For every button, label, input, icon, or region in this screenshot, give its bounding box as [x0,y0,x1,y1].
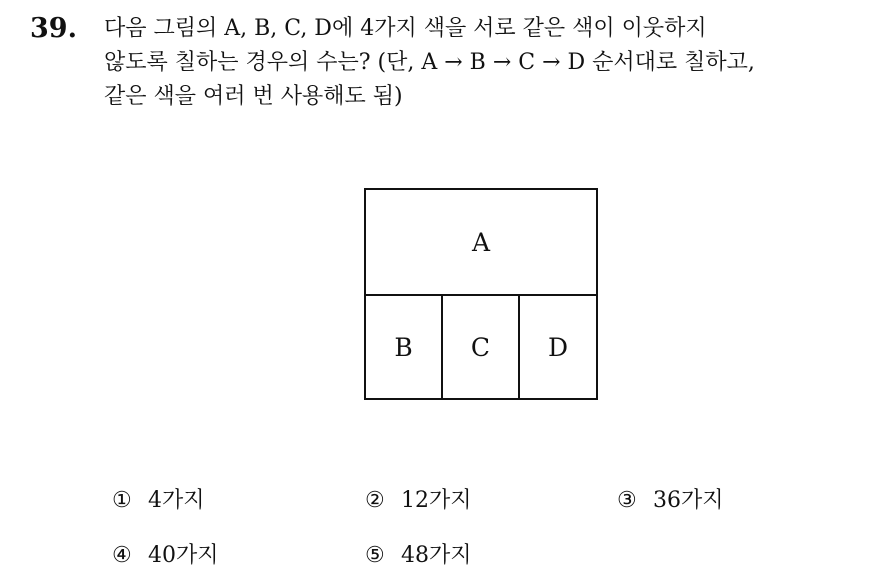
region-c [443,296,520,398]
choice-marker: ① [112,488,132,513]
question-line: 않도록 칠하는 경우의 수는? (단, A → B → C → D 순서대로 칠하고, [104,50,755,75]
choice-text: 40가지 [148,543,219,568]
choice-marker: ③ [617,488,637,513]
choice-text: 12가지 [401,488,472,513]
region-c-label: C [470,332,491,362]
region-d-label: D [547,332,569,362]
region-a-label: A [471,227,491,257]
answer-choice-4[interactable] [112,541,219,571]
choice-marker: ④ [112,543,132,568]
choice-text: 48가지 [401,543,472,568]
region-b-label: B [394,332,413,362]
question-line: 같은 색을 여러 번 사용해도 됨) [104,84,403,109]
answer-choice-5[interactable] [365,541,472,571]
question-text [104,12,874,114]
choice-marker: ⑤ [365,543,385,568]
choice-text: 36가지 [653,488,724,513]
choice-marker: ② [365,488,385,513]
region-b [366,296,443,398]
region-d [520,296,596,398]
answer-choice-3[interactable] [617,486,724,516]
region-a [366,190,596,296]
region-diagram [364,188,598,400]
answer-choice-1[interactable] [112,486,205,516]
choice-text: 4가지 [148,488,205,513]
answer-choice-2[interactable] [365,486,472,516]
question-number: 39. [30,13,77,44]
question-line: 다음 그림의 A, B, C, D에 4가지 색을 서로 같은 색이 이웃하지 [104,16,707,41]
